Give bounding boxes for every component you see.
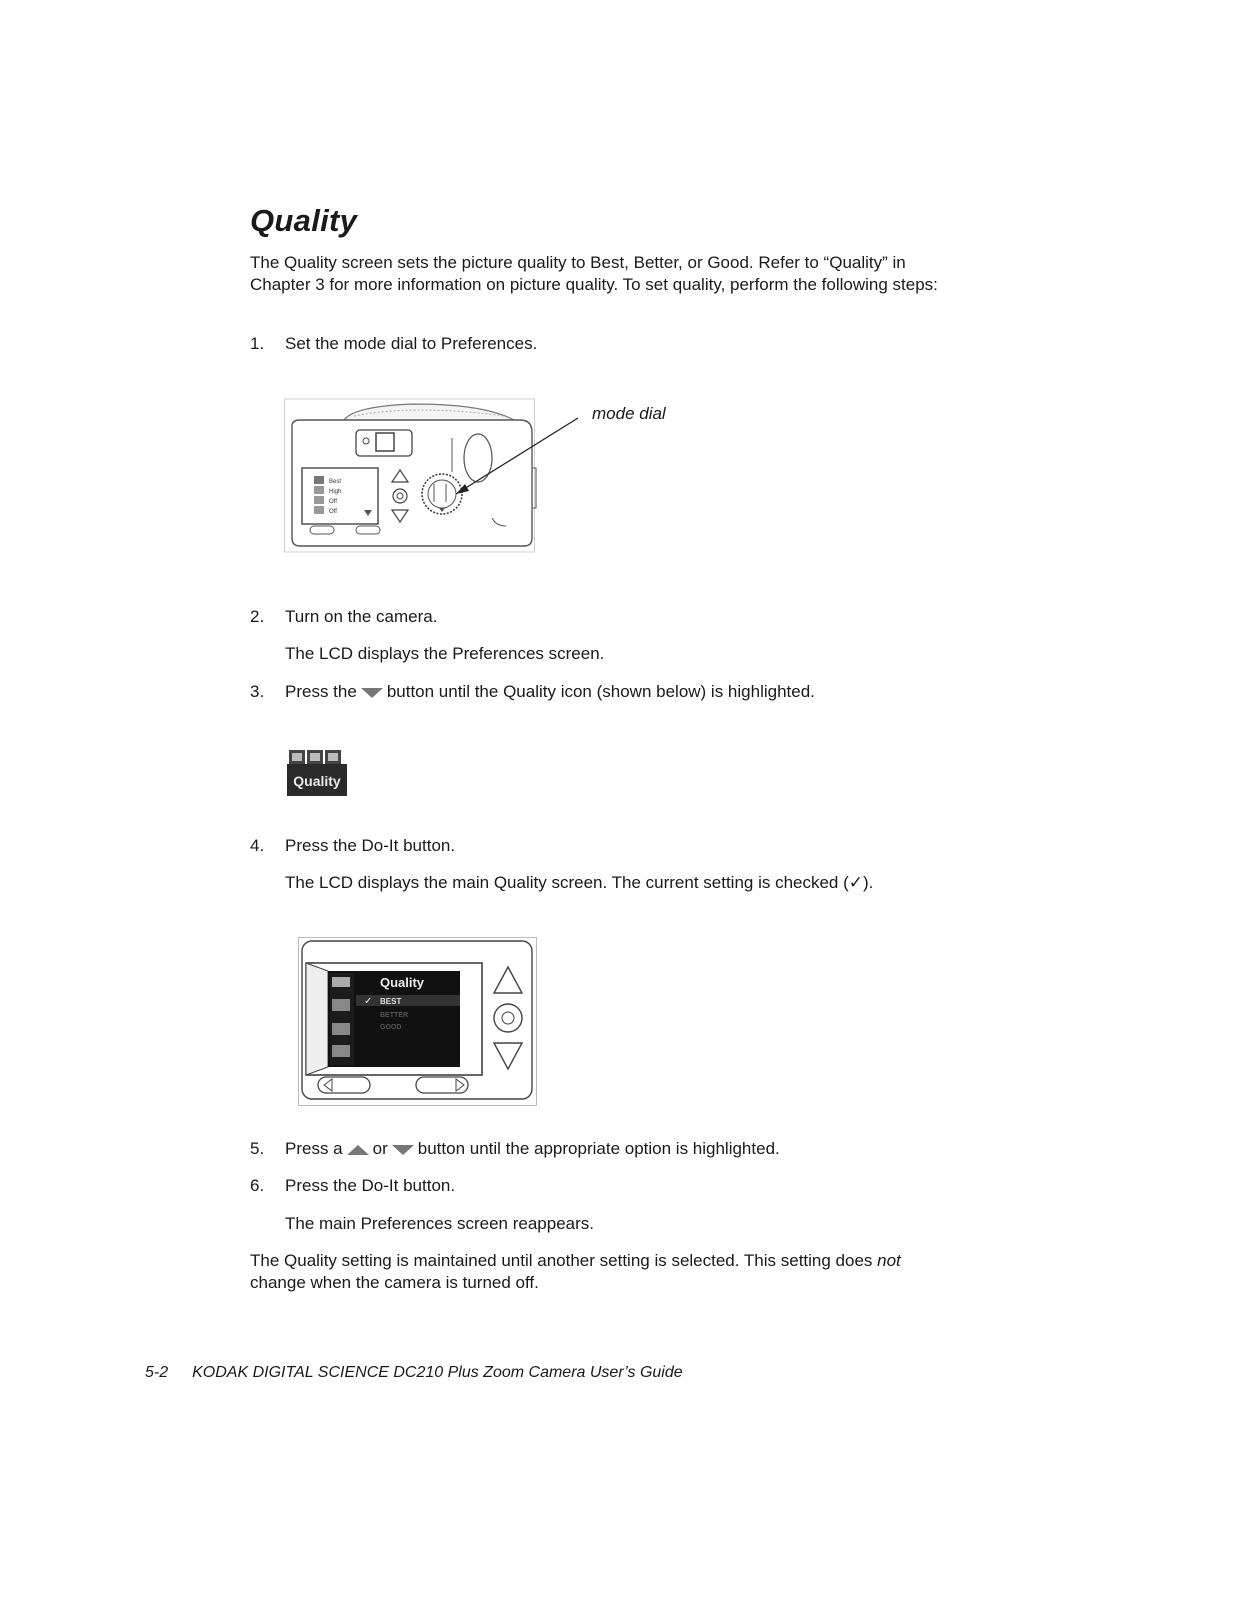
step-text: Press the Do-It button.: [285, 1176, 456, 1195]
option-best: BEST: [380, 997, 402, 1006]
do-it-button: [494, 1004, 522, 1032]
step-text-after: button until the appropriate option is highlighted.: [417, 1139, 780, 1158]
step-text: Set the mode dial to Preferences.: [285, 334, 538, 353]
step-text-after: button until the Quality icon (shown below) is highlighted.: [386, 682, 815, 701]
guide-title: KODAK DIGITAL SCIENCE DC210 Plus Zoom Camera User’s Guide: [192, 1364, 683, 1381]
lcd-menu-item: Off: [329, 499, 337, 505]
down-arrow-icon: [392, 1145, 414, 1155]
option-good: GOOD: [380, 1024, 402, 1031]
step-text-before: Press a: [285, 1139, 343, 1158]
step-number: 2.: [250, 607, 265, 626]
lcd-menu-item: Off: [329, 509, 337, 515]
option-better: BETTER: [380, 1012, 408, 1019]
mode-dial-callout: mode dial: [592, 404, 666, 423]
screen-title: Quality: [379, 975, 425, 990]
quality-icon: [285, 748, 349, 798]
step-6-note: The main Preferences screen reappears.: [285, 1214, 594, 1233]
step-number: 3.: [250, 682, 265, 701]
closing-text: The Quality setting is maintained until another setting is selected. This setting does: [250, 1251, 878, 1270]
closing-paragraph: [250, 1250, 960, 1294]
step-text: [285, 681, 815, 703]
quality-icon-label: Quality: [293, 773, 341, 789]
page-title: Quality: [250, 203, 358, 238]
closing-text-end: change when the camera is turned off.: [250, 1273, 539, 1292]
lcd-menu-item: Best: [329, 479, 342, 485]
step-number: 1.: [250, 334, 265, 353]
step-text: [285, 1138, 780, 1160]
page-footer: [145, 1364, 683, 1382]
step-number: 5.: [250, 1139, 265, 1158]
step-number: 4.: [250, 836, 265, 855]
step-text-before: Press the: [285, 682, 357, 701]
step-2-note: The LCD displays the Preferences screen.: [285, 644, 605, 663]
quality-screen-figure: [298, 937, 538, 1107]
check-mark-icon: ✓: [364, 996, 373, 1007]
lcd-menu-item: High: [329, 489, 342, 495]
step-4-note: The LCD displays the main Quality screen. The current setting is checked (✓).: [285, 873, 874, 892]
down-arrow-icon: [361, 688, 383, 698]
closing-emphasis: not: [877, 1251, 901, 1270]
up-arrow-icon: [347, 1145, 369, 1155]
step-number: 6.: [250, 1176, 265, 1195]
page-number: 5-2: [145, 1364, 169, 1381]
intro-paragraph: The Quality screen sets the picture quality to Best, Better, or Good. Refer to “Quality” in Chapter 3 for more information on picture quality. To set quality, perform the following steps:: [250, 253, 938, 294]
camera-back-figure: [284, 398, 684, 554]
step-text-middle: or: [372, 1139, 388, 1158]
step-text: Press the Do-It button.: [285, 836, 456, 855]
step-text: Turn on the camera.: [285, 607, 438, 626]
